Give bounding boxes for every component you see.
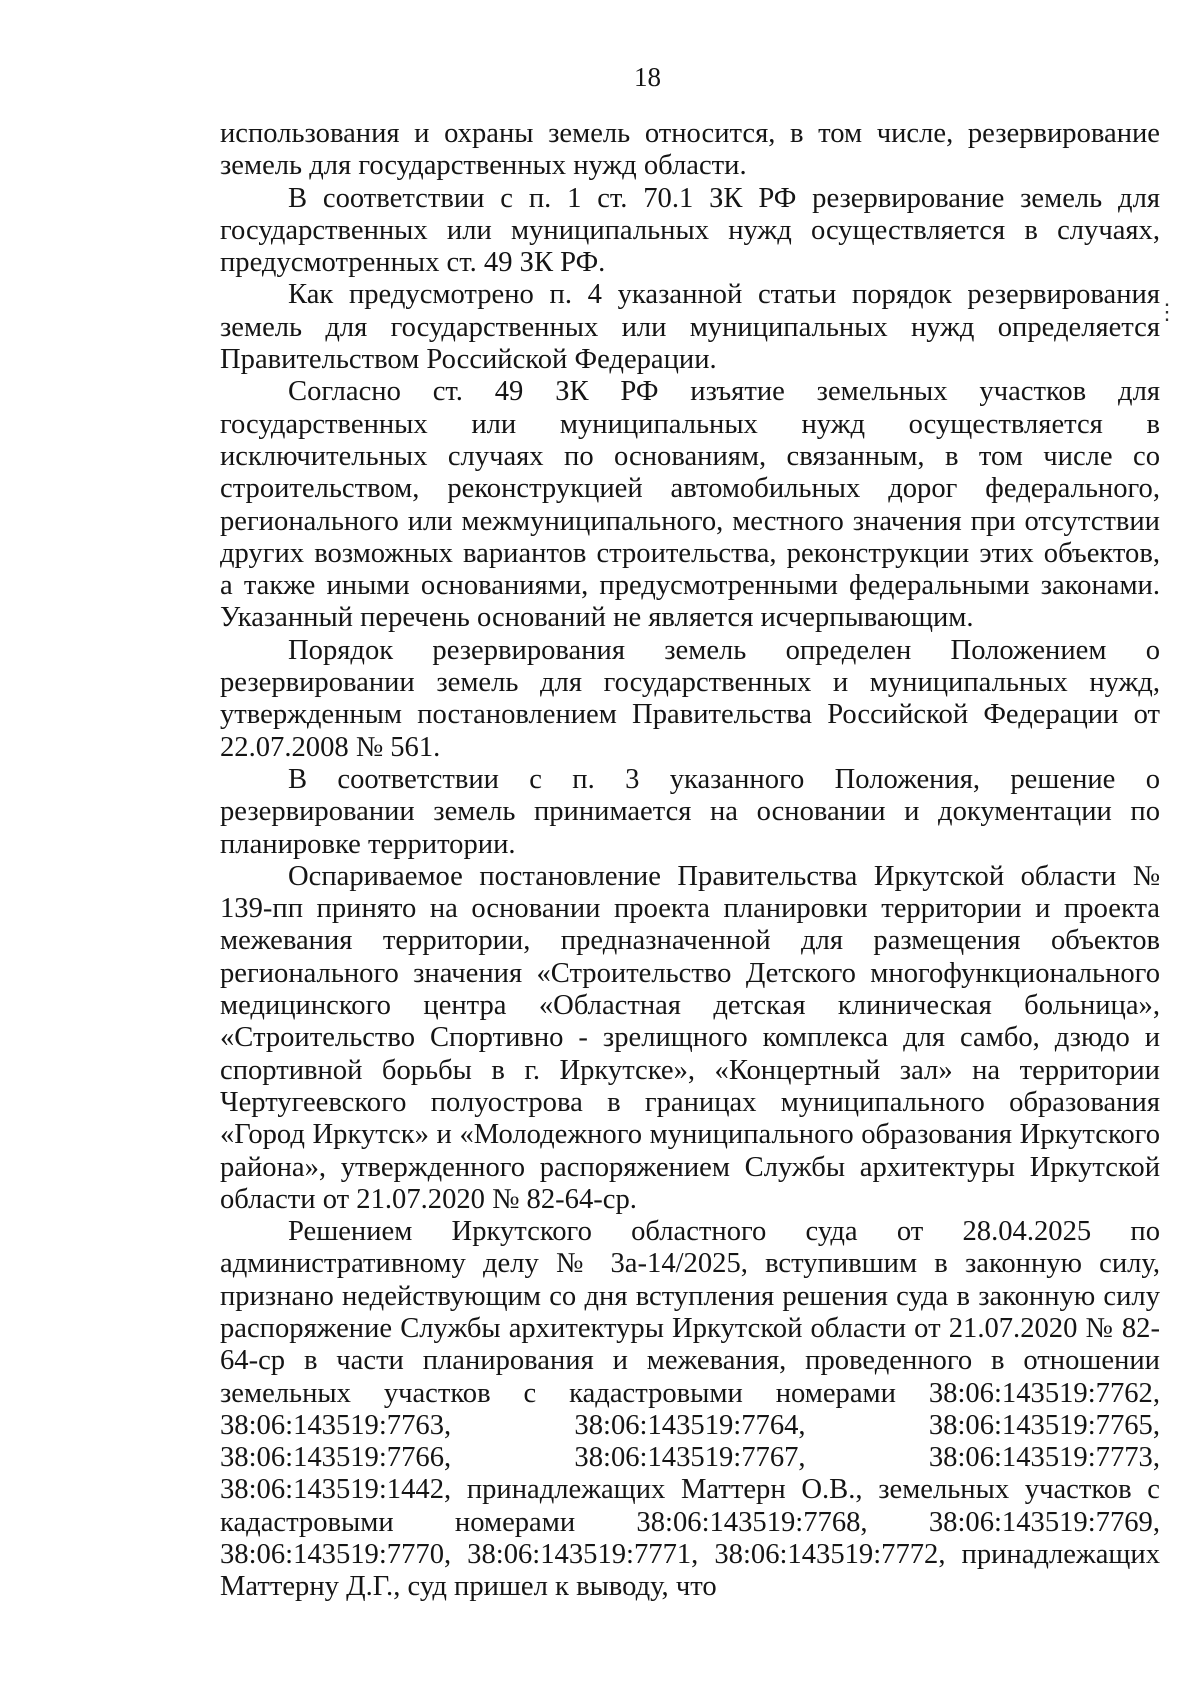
paragraph-regulation: Порядок резервирования земель определен Положением о резервировании земель для государственных и муниципальных нужд, утвержденным постановлением Правительства Российской Федерации от 22.07.2008 № 561.	[220, 634, 1160, 763]
paragraph-contested-resolution: Оспариваемое постановление Правительства Иркутской области № 139-пп принято на основании проекта планировки территории и проекта межевания территории, предназначенной для размещения объектов регионального значения «Строительство Детского многофункционального медицинского центра «Областная детская клиническая больница», «Строительство Спортивно - зрелищного комплекса для самбо, дзюдо и спортивной борьбы в г. Иркутске», «Концертный зал» на территории Чертугеевского полуострова в границах муниципального образования «Город Иркутск» и «Молодежного муниципального образования Иркутского района», утвержденного распоряжением Службы архитектуры Иркутской области от 21.07.2020 № 82-64-ср.	[220, 860, 1160, 1215]
paragraph-continuation: использования и охраны земель относится, в том числе, резервирование земель для государственных нужд области.	[220, 118, 1160, 182]
paragraph-regulation-point-3: В соответствии с п. 3 указанного Положения, решение о резервировании земель принимается на основании и документации по планировке территории.	[220, 763, 1160, 860]
margin-mark: ⋮	[1156, 299, 1178, 324]
document-body	[220, 118, 1160, 1604]
paragraph-court-decision: Решением Иркутского областного суда от 28.04.2025 по административному делу № 3а-14/2025, вступившим в законную силу, признано недействующим со дня вступления решения суда в законную силу распоряжение Службы архитектуры Иркутской области от 21.07.2020 № 82-64-ср в части планирования и межевания, проведенного в отношении земельных участков с кадастровыми номерами 38:06:143519:7762, 38:06:143519:7763, 38:06:143519:7764, 38:06:143519:7765, 38:06:143519:7766, 38:06:143519:7767, 38:06:143519:7773, 38:06:143519:1442, принадлежащих Маттерн О.В., земельных участков с кадастровыми номерами 38:06:143519:7768, 38:06:143519:7769, 38:06:143519:7770, 38:06:143519:7771, 38:06:143519:7772, принадлежащих Маттерну Д.Г., суд пришел к выводу, что	[220, 1216, 1160, 1603]
paragraph-reservation-procedure: Как предусмотрено п. 4 указанной статьи порядок резервирования земель для государственных или муниципальных нужд определяется Правительством Российской Федерации.	[220, 279, 1160, 376]
paragraph-article-49: Согласно ст. 49 ЗК РФ изъятие земельных участков для государственных или муниципальных нужд осуществляется в исключительных случаях по основаниям, связанным, в том числе со строительством, реконструкцией автомобильных дорог федерального, регионального или межмуниципального, местного значения при отсутствии других возможных вариантов строительства, реконструкции этих объектов, а также иными основаниями, предусмотренными федеральными законами. Указанный перечень оснований не является исчерпывающим.	[220, 376, 1160, 634]
page-number: 18	[634, 62, 661, 92]
paragraph-article-70-1: В соответствии с п. 1 ст. 70.1 ЗК РФ резервирование земель для государственных или муниципальных нужд осуществляется в случаях, предусмотренных ст. 49 ЗК РФ.	[220, 182, 1160, 279]
